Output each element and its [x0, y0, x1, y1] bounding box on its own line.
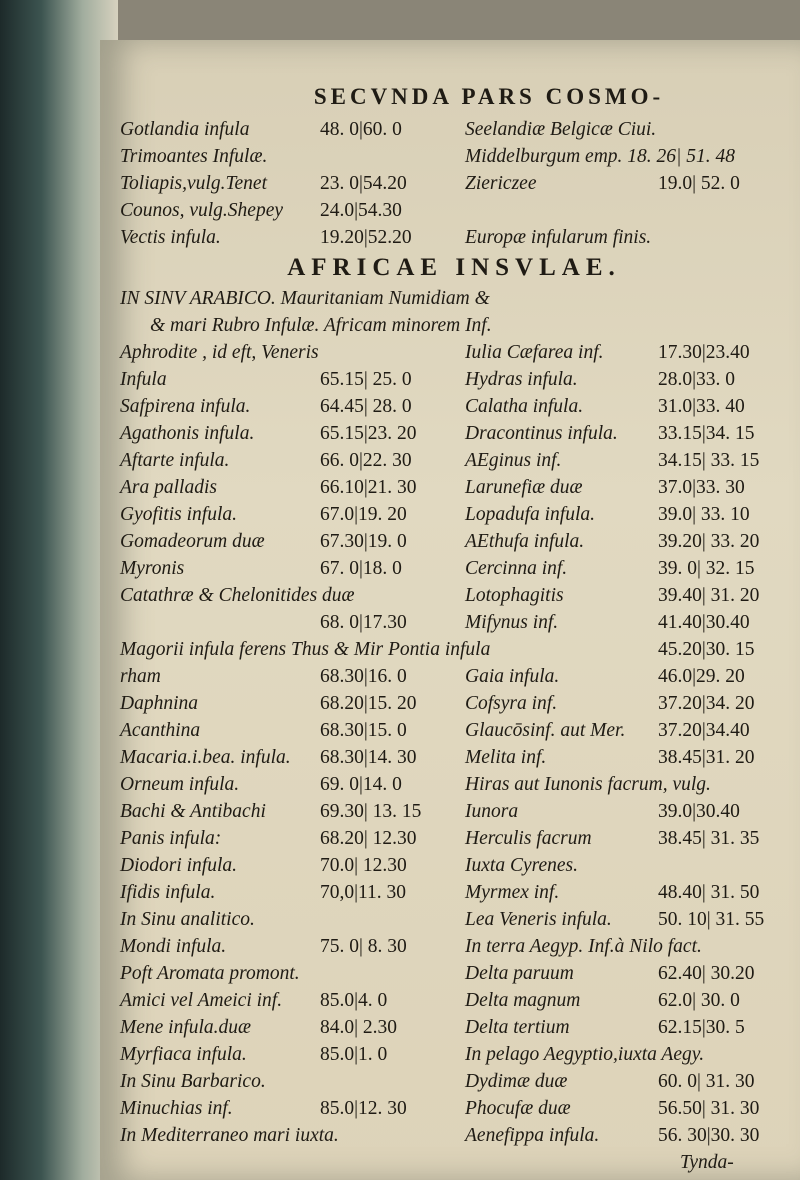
right-name: Iunora: [465, 801, 519, 822]
left-name: Toliapis,vulg.Tenet: [120, 173, 268, 194]
table-row: [120, 636, 788, 663]
right-name: AEginus inf.: [465, 450, 562, 471]
left-coords: 68.20|15. 20: [320, 693, 417, 714]
right-name: Glaucōsinf. aut Mer.: [465, 720, 626, 741]
left-name: Gyofitis infula.: [120, 504, 237, 525]
left-name: In Mediterraneo mari iuxta.: [120, 1125, 339, 1146]
right-name: AEthufa infula.: [465, 531, 585, 552]
right-coords: 38.45| 31. 35: [658, 828, 760, 849]
table-row: [120, 987, 788, 1014]
page-content: [120, 84, 788, 1176]
right-coords: 39.20| 33. 20: [658, 531, 760, 552]
table-part-a: [120, 116, 788, 251]
left-coords: 68. 0|17.30: [320, 612, 407, 633]
left-coords: 85.0|4. 0: [320, 990, 388, 1011]
right-name: Lea Veneris infula.: [465, 909, 612, 930]
left-name: Mondi infula.: [120, 936, 227, 957]
catchword-line: [120, 1149, 788, 1176]
catchword: Tynda-: [680, 1152, 734, 1173]
left-coords: 66. 0|22. 30: [320, 450, 412, 471]
left-name: Infula: [120, 369, 167, 390]
table-row: [120, 852, 788, 879]
right-name: Dracontinus infula.: [465, 423, 618, 444]
right-coords: 39. 0| 32. 15: [658, 558, 755, 579]
table-row: [120, 960, 788, 987]
table-row: [120, 116, 788, 143]
left-name: In Sinu Barbarico.: [120, 1071, 266, 1092]
left-name: Poft Aromata promont.: [120, 963, 300, 984]
left-coords: 75. 0| 8. 30: [320, 936, 407, 957]
left-name: Trimoantes Infulæ.: [120, 146, 268, 167]
table-row: [120, 366, 788, 393]
table-row: [120, 1068, 788, 1095]
left-name: rham: [120, 666, 161, 687]
table-row: [120, 906, 788, 933]
left-coords: 70.0| 12.30: [320, 855, 407, 876]
table-row: [120, 663, 788, 690]
table-row: [120, 825, 788, 852]
left-name: Mene infula.duæ: [120, 1017, 252, 1038]
table-row: [120, 197, 788, 224]
left-name: Ifidis infula.: [120, 882, 216, 903]
table-row: [120, 501, 788, 528]
running-header: SECVNDA PARS COSMO-: [313, 84, 665, 109]
left-name: Counos, vulg.Shepey: [120, 200, 284, 221]
left-name: Aphrodite , id eft, Veneris: [120, 342, 319, 363]
section-intro-line-1: IN SINV ARABICO. Mauritaniam Numidiam &: [120, 288, 490, 309]
left-name: Magorii infula ferens Thus & Mir Pontia infula: [120, 639, 491, 660]
left-coords: 70,0|11. 30: [320, 882, 407, 903]
right-name: Melita inf.: [465, 747, 547, 768]
right-coords: 19.0| 52. 0: [658, 173, 740, 194]
right-coords: 60. 0| 31. 30: [658, 1071, 755, 1092]
left-name: Gotlandia infula: [120, 119, 250, 140]
left-name: In Sinu analitico.: [120, 909, 255, 930]
table-row: [120, 609, 788, 636]
table-row: [120, 933, 788, 960]
table-row: [120, 170, 788, 197]
left-coords: 65.15|23. 20: [320, 423, 417, 444]
right-name: Aenefippa infula.: [465, 1125, 600, 1146]
right-coords: 34.15| 33. 15: [658, 450, 760, 471]
right-name: In terra Aegyp. Inf.à Nilo fact.: [465, 936, 702, 957]
table-part-b: [120, 339, 788, 1149]
left-coords: 69.30| 13. 15: [320, 801, 422, 822]
right-coords: 56. 30|30. 30: [658, 1125, 760, 1146]
right-name: Gaia infula.: [465, 666, 560, 687]
left-name: Safpirena infula.: [120, 396, 251, 417]
left-name: Ara palladis: [120, 477, 217, 498]
left-name: Aftarte infula.: [120, 450, 230, 471]
right-coords: 31.0|33. 40: [658, 396, 745, 417]
right-name: Calatha infula.: [465, 396, 584, 417]
table-row: [120, 717, 788, 744]
right-name: Herculis facrum: [465, 828, 592, 849]
right-coords: 39.40| 31. 20: [658, 585, 760, 606]
left-name: Gomadeorum duæ: [120, 531, 265, 552]
right-coords: 38.45|31. 20: [658, 747, 755, 768]
table-row: [120, 224, 788, 251]
left-coords: 23. 0|54.20: [320, 173, 407, 194]
table-row: [120, 528, 788, 555]
table-row: [120, 582, 788, 609]
right-coords: 37.20|34.40: [658, 720, 750, 741]
right-name: Lopadufa infula.: [465, 504, 596, 525]
right-coords: 50. 10| 31. 55: [658, 909, 765, 930]
left-name: Orneum infula.: [120, 774, 240, 795]
left-coords: 67.0|19. 20: [320, 504, 407, 525]
right-name: Delta magnum: [465, 990, 581, 1011]
right-name: In pelago Aegyptio,iuxta Aegy.: [465, 1044, 705, 1065]
table-row: [120, 1122, 788, 1149]
section-intro-line-2: & mari Rubro Infulæ. Africam minorem Inf.: [150, 315, 492, 336]
right-coords: 28.0|33. 0: [658, 369, 736, 390]
left-coords: 85.0|1. 0: [320, 1044, 388, 1065]
table-row: [120, 1014, 788, 1041]
right-name: Phocufæ duæ: [465, 1098, 571, 1119]
table-row: [120, 420, 788, 447]
left-name: Bachi & Antibachi: [120, 801, 266, 822]
table-row: [120, 690, 788, 717]
left-name: Panis infula:: [120, 828, 222, 849]
right-name: Ziericzee: [465, 173, 537, 194]
right-name: Iulia Cæfarea inf.: [465, 342, 604, 363]
right-name: Hiras aut Iunonis facrum, vulg.: [465, 774, 711, 795]
table-row: [120, 474, 788, 501]
left-coords: 66.10|21. 30: [320, 477, 417, 498]
left-coords: 69. 0|14. 0: [320, 774, 402, 795]
left-coords: 64.45| 28. 0: [320, 396, 412, 417]
left-name: Agathonis infula.: [120, 423, 255, 444]
right-name: Hydras infula.: [465, 369, 578, 390]
table-row: [120, 447, 788, 474]
table-row: [120, 798, 788, 825]
left-coords: 68.30|15. 0: [320, 720, 407, 741]
left-coords: 48. 0|60. 0: [320, 119, 402, 140]
right-coords: 48.40| 31. 50: [658, 882, 760, 903]
right-name: Delta paruum: [465, 963, 574, 984]
right-name: Myrmex inf.: [465, 882, 560, 903]
left-coords: 84.0| 2.30: [320, 1017, 398, 1038]
right-coords: 37.20|34. 20: [658, 693, 755, 714]
table-row: [120, 1041, 788, 1068]
left-name: Daphnina: [120, 693, 198, 714]
left-name: Myrfiaca infula.: [120, 1044, 247, 1065]
right-name: Larunefiæ duæ: [465, 477, 583, 498]
left-coords: 67.30|19. 0: [320, 531, 407, 552]
right-name: Dydimæ duæ: [465, 1071, 568, 1092]
left-coords: 85.0|12. 30: [320, 1098, 407, 1119]
right-name: Mifynus inf.: [465, 612, 559, 633]
right-coords: 56.50| 31. 30: [658, 1098, 760, 1119]
right-coords: 46.0|29. 20: [658, 666, 745, 687]
section-title: AFRICAE INSVLAE.: [287, 254, 621, 281]
left-name: Vectis infula.: [120, 227, 221, 248]
right-coords: 41.40|30.40: [658, 612, 750, 633]
right-coords: 62.15|30. 5: [658, 1017, 745, 1038]
left-coords: 19.20|52.20: [320, 227, 412, 248]
right-name: Middelburgum emp. 18. 26| 51. 48: [465, 146, 736, 167]
table-row: [120, 879, 788, 906]
right-name: Delta tertium: [465, 1017, 570, 1038]
right-coords: 62.0| 30. 0: [658, 990, 740, 1011]
left-name: Acanthina: [120, 720, 201, 741]
table-row: [120, 393, 788, 420]
right-name: Iuxta Cyrenes.: [465, 855, 578, 876]
left-coords: 24.0|54.30: [320, 200, 402, 221]
table-row: [120, 555, 788, 582]
right-coords: 37.0|33. 30: [658, 477, 745, 498]
table-row: [120, 339, 788, 366]
left-coords: 67. 0|18. 0: [320, 558, 402, 579]
right-coords: 39.0| 33. 10: [658, 504, 750, 525]
table-row: [120, 1095, 788, 1122]
table-row: [120, 771, 788, 798]
left-coords: 68.30|16. 0: [320, 666, 407, 687]
right-name: Lotophagitis: [465, 585, 564, 606]
left-name: Myronis: [120, 558, 185, 579]
right-name: Seelandiæ Belgicæ Ciui.: [465, 119, 657, 140]
left-coords: 68.20| 12.30: [320, 828, 417, 849]
right-coords: 39.0|30.40: [658, 801, 740, 822]
left-coords: 68.30|14. 30: [320, 747, 417, 768]
right-coords: 45.20|30. 15: [658, 639, 755, 660]
left-name: Diodori infula.: [120, 855, 238, 876]
left-coords: 65.15| 25. 0: [320, 369, 412, 390]
right-coords: 33.15|34. 15: [658, 423, 755, 444]
right-coords: 17.30|23.40: [658, 342, 750, 363]
right-coords: 62.40| 30.20: [658, 963, 755, 984]
table-row: [120, 744, 788, 771]
left-name: Amici vel Ameici inf.: [120, 990, 283, 1011]
right-name: Europæ infularum finis.: [465, 227, 652, 248]
left-name: Macaria.i.bea. infula.: [120, 747, 291, 768]
left-name: Minuchias inf.: [120, 1098, 233, 1119]
table-row: [120, 143, 788, 170]
right-name: Cofsyra inf.: [465, 693, 558, 714]
left-name: Catathræ & Chelonitides duæ: [120, 585, 355, 606]
right-name: Cercinna inf.: [465, 558, 568, 579]
